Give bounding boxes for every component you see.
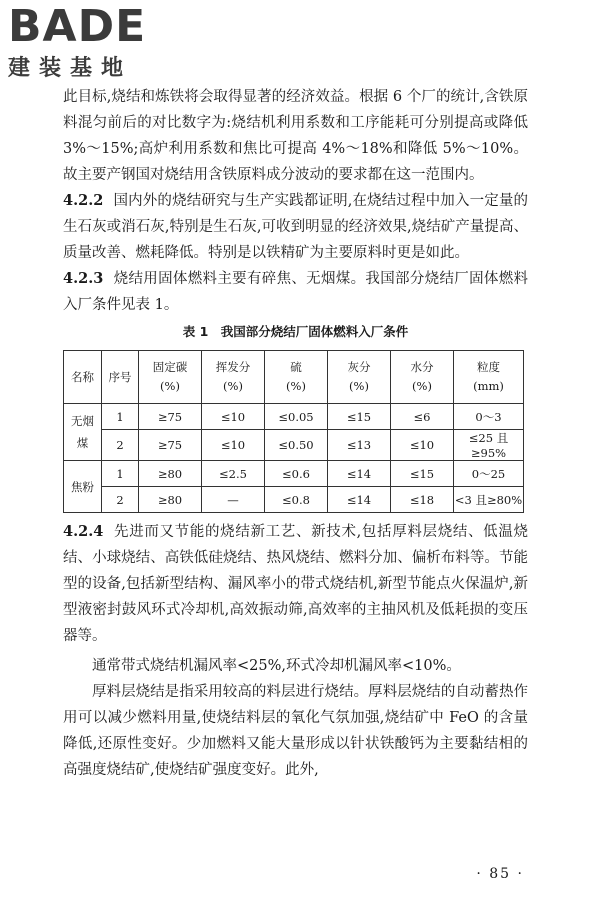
cell-volatile: — — [202, 487, 265, 513]
cell-carbon: ≥75 — [139, 404, 202, 430]
cell-sulfur: ≤0.05 — [265, 404, 328, 430]
cell-no: 2 — [102, 487, 139, 513]
header-sulfur: 硫 (%) — [265, 351, 328, 404]
table-caption: 表 1 我国部分烧结厂固体燃料入厂条件 — [182, 324, 409, 339]
cell-size: <3 且≥80% — [454, 487, 524, 513]
cell-ash: ≤14 — [328, 461, 391, 487]
cell-ash: ≤13 — [328, 430, 391, 461]
cell-sulfur: ≤0.6 — [265, 461, 328, 487]
table-header-row — [64, 351, 524, 404]
header-fixed-carbon: 固定碳 (%) — [139, 351, 202, 404]
cell-carbon: ≥80 — [139, 461, 202, 487]
section-number: 4.2.3 — [63, 270, 104, 287]
cell-volatile: ≤2.5 — [202, 461, 265, 487]
paragraph-leak-rate: 通常带式烧结机漏风率<25%,环式冷却机漏风率<10%。 — [92, 658, 461, 674]
cell-moisture: ≤10 — [391, 430, 454, 461]
cell-moisture: ≤18 — [391, 487, 454, 513]
paragraph-intro: 此目标,烧结和炼铁将会取得显著的经济效益。根据 6 个厂的统计,含铁原料混匀前后的对比数字为:烧结机利用系数和工序能耗可分别提高或降低 3%～15%;高炉利用系数和焦比可提高 4%～18%和降低 5%～10%。故主要产钢国对烧结用含铁原料成分波动的要求都在这一范围内。 — [63, 89, 528, 183]
table-row — [64, 404, 524, 430]
header-number: 序号 — [102, 351, 139, 404]
header-name: 名称 — [64, 351, 102, 404]
cell-volatile: ≤10 — [202, 430, 265, 461]
header-particle-size: 粒度 (mm) — [454, 351, 524, 404]
section-4-2-2 — [63, 188, 528, 266]
logo-brand: BADE — [8, 1, 147, 52]
header-moisture: 水分 (%) — [391, 351, 454, 404]
cell-sulfur: ≤0.50 — [265, 430, 328, 461]
table-row — [64, 461, 524, 487]
cell-moisture: ≤15 — [391, 461, 454, 487]
cell-size: 0～3 — [454, 404, 524, 430]
section-4-2-3 — [63, 266, 528, 318]
cell-carbon: ≥75 — [139, 430, 202, 461]
section-number: 4.2.4 — [63, 523, 104, 540]
section-text: 国内外的烧结研究与生产实践都证明,在烧结过程中加入一定量的生石灰或消石灰,特别是生石灰,可收到明显的经济效果,烧结矿产量提高、质量改善、燃耗降低。特别是以铁精矿为主要原料时更是如此。 — [63, 193, 528, 261]
page-body — [63, 84, 528, 783]
cell-carbon: ≥80 — [139, 487, 202, 513]
cell-volatile: ≤10 — [202, 404, 265, 430]
cell-ash: ≤14 — [328, 487, 391, 513]
cell-no: 1 — [102, 404, 139, 430]
table-row — [64, 487, 524, 513]
group-name-anthracite: 无烟 煤 — [64, 404, 102, 461]
fuel-table — [63, 350, 524, 513]
cell-sulfur: ≤0.8 — [265, 487, 328, 513]
header-ash: 灰分 (%) — [328, 351, 391, 404]
cell-ash: ≤15 — [328, 404, 391, 430]
cell-no: 1 — [102, 461, 139, 487]
cell-no: 2 — [102, 430, 139, 461]
section-4-2-4 — [63, 519, 528, 649]
cell-size: 0～25 — [454, 461, 524, 487]
section-number: 4.2.2 — [63, 192, 104, 209]
logo-subtitle: 建装基地 — [8, 56, 133, 81]
cell-moisture: ≤6 — [391, 404, 454, 430]
section-text: 先进而又节能的烧结新工艺、新技术,包括厚料层烧结、低温烧结、小球烧结、高铁低硅烧结、热风烧结、燃料分加、偏析布料等。节能型的设备,包括新型结构、漏风率小的带式烧结机,新型节能点火保温炉,新型液密封鼓风环式冷却机,高效振动筛,高效率的主抽风机及低耗损的变压器等。 — [63, 524, 528, 644]
bade-logo — [8, 1, 183, 82]
cell-size: ≤25 且≥95% — [454, 430, 524, 461]
table-row — [64, 430, 524, 461]
page-number: · 85 · — [476, 866, 524, 882]
group-name-coke-breeze: 焦粉 — [64, 461, 102, 513]
header-volatile: 挥发分 (%) — [202, 351, 265, 404]
paragraph-thick-layer: 厚料层烧结是指采用较高的料层进行烧结。厚料层烧结的自动蓄热作用可以减少燃料用量,使烧结料层的氧化气氛加强,烧结矿中 FeO 的含量降低,还原性变好。少加燃料又能大量形成以针状铁酸钙为主要黏结相的高强度烧结矿,使烧结矿强度变好。此外, — [63, 684, 528, 778]
section-text: 烧结用固体燃料主要有碎焦、无烟煤。我国部分烧结厂固体燃料入厂条件见表 1。 — [63, 271, 528, 313]
